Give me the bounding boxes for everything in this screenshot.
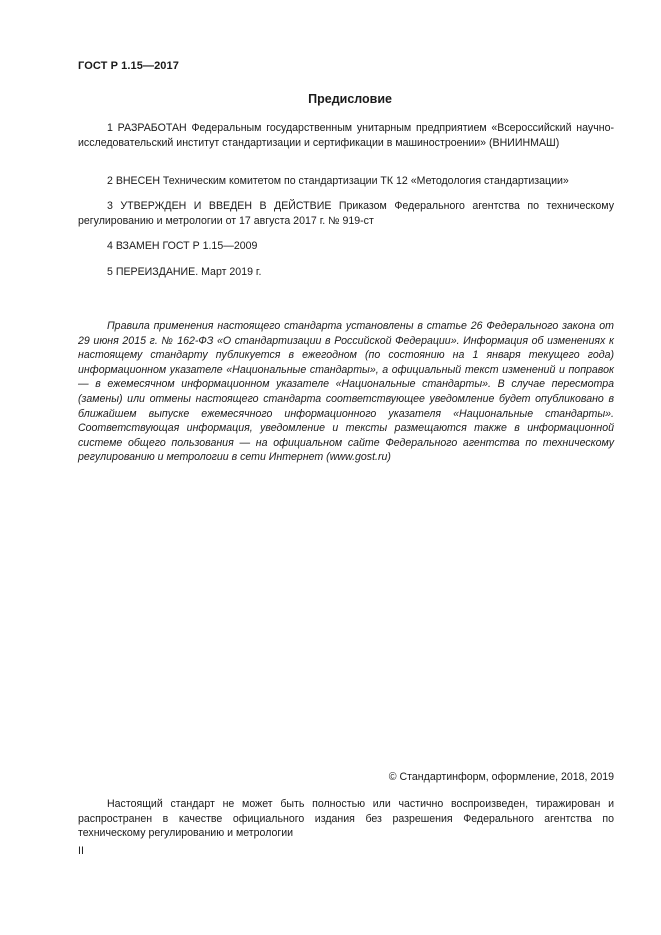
page-title: Предисловие xyxy=(308,92,392,106)
foreword-item-2: 2 ВНЕСЕН Техническим комитетом по стандартизации ТК 12 «Методология стандартизации» xyxy=(107,175,569,187)
foreword-item-3: 3 УТВЕРЖДЕН И ВВЕДЕН В ДЕЙСТВИЕ Приказом Федерального агентства по техническому регулированию и метрологии от 17 августа 2017 г. № 919-ст xyxy=(78,200,614,227)
standard-code-header: ГОСТ Р 1.15—2017 xyxy=(78,60,179,72)
application-rules-note: Правила применения настоящего стандарта установлены в статье 26 Федерального закона от 29 июня 2015 г. № 162-ФЗ «О стандартизации в Российской Федерации». Информация об изменениях к настоящему стандарту публикуется в ежегодном (по состоянию на 1 января текущего года) информационном указателе «Национальные стандарты», а официальный текст изменений и поправок — в ежемесячном информационном указателе «Национальные стандарты». В случае пересмотра (замены) или отмены настоящего стандарта соответствующее уведомление будет опубликовано в ближайшем выпуске ежемесячного информационного указателя «Национальные стандарты». Соответствующая информация, уведомление и тексты размещаются также в информационной системе общего пользования — на официальном сайте Федерального агентства по техническому регулированию и метрологии в сети Интернет (www.gost.ru) xyxy=(78,320,614,464)
foreword-item-5: 5 ПЕРЕИЗДАНИЕ. Март 2019 г. xyxy=(107,266,262,278)
foreword-item-1: 1 РАЗРАБОТАН Федеральным государственным унитарным предприятием «Всероссийский научно-исследовательский институт стандартизации и сертификации в машиностроении» (ВНИИНМАШ) xyxy=(78,122,614,149)
reproduction-notice: Настоящий стандарт не может быть полностью или частично воспроизведен, тиражирован и распространен в качестве официального издания без разрешения Федерального агентства по техническому регулированию и метрологии xyxy=(78,798,614,839)
page-number: II xyxy=(78,845,84,857)
copyright-line: © Стандартинформ, оформление, 2018, 2019 xyxy=(388,771,614,783)
foreword-item-4: 4 ВЗАМЕН ГОСТ Р 1.15—2009 xyxy=(107,240,258,252)
